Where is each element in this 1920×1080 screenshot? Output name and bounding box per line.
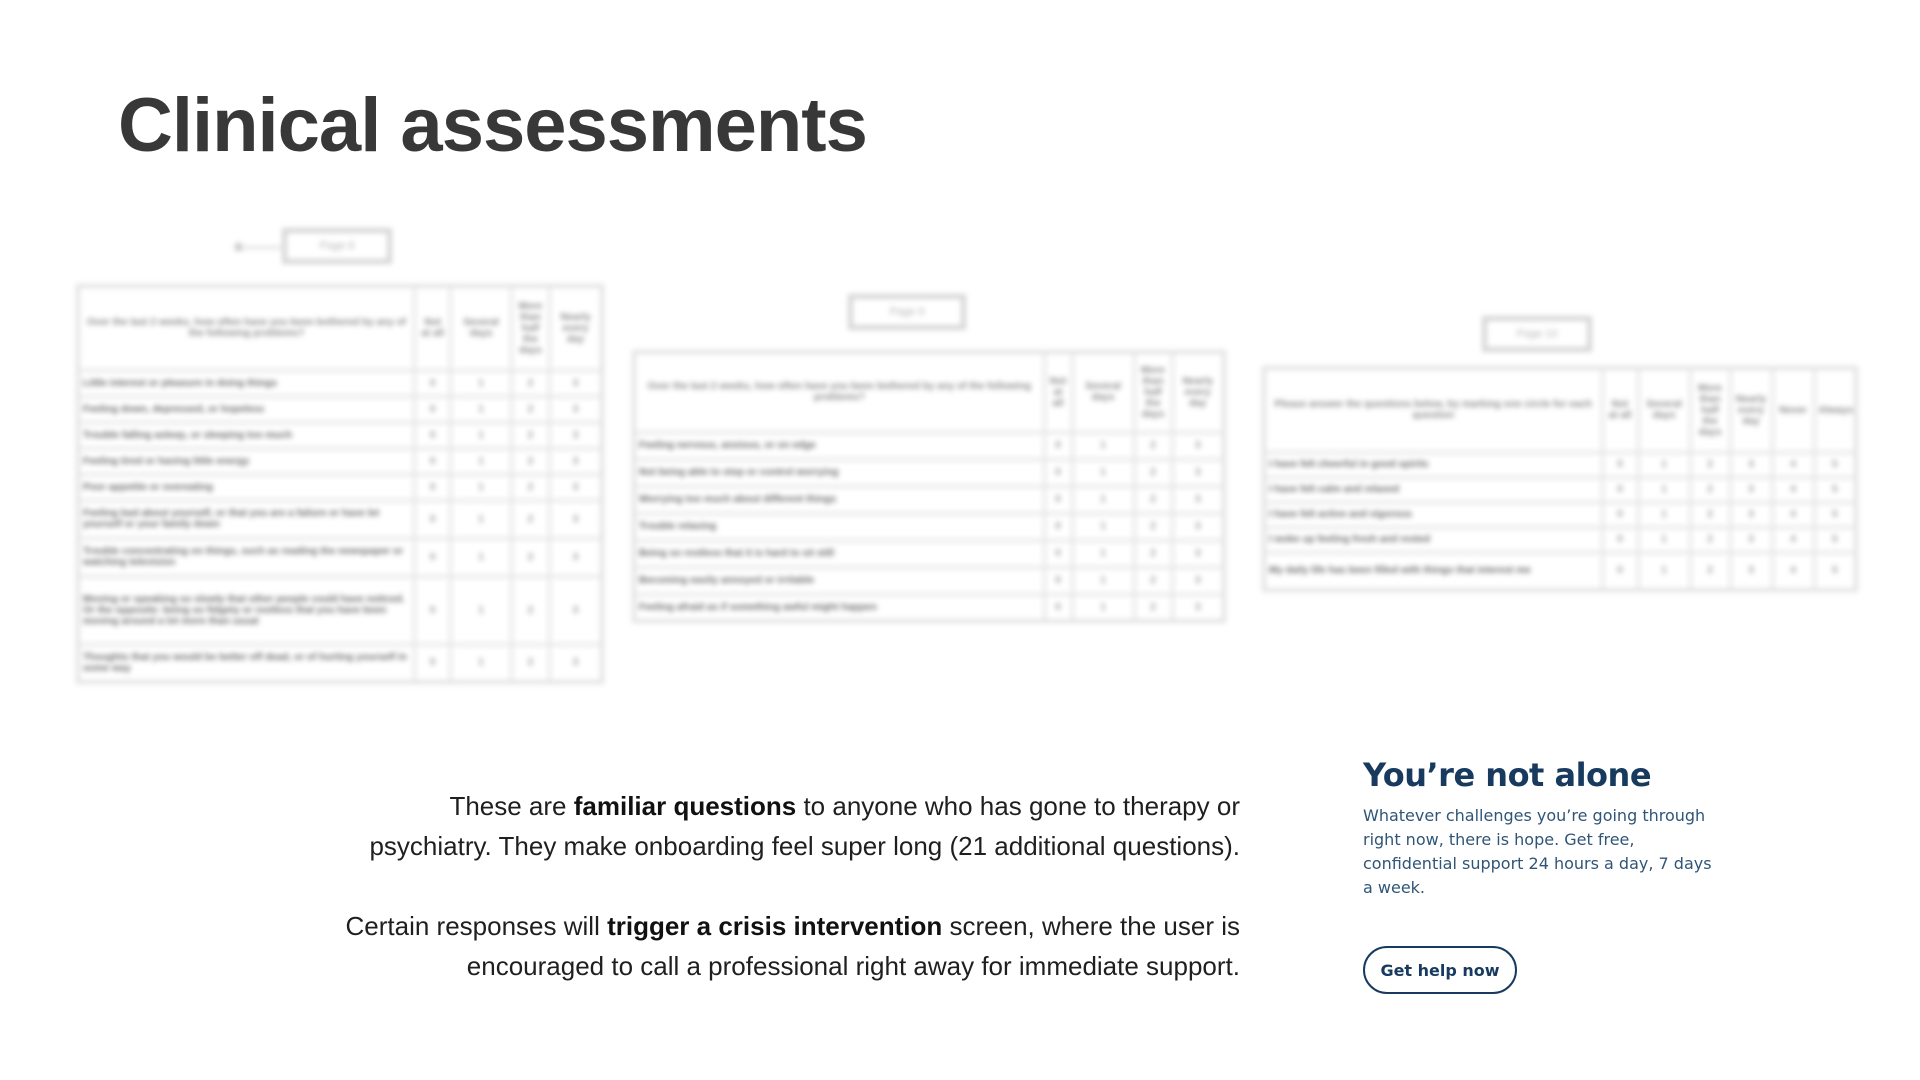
score-option: 3 — [550, 422, 602, 448]
assessment-thumbnail-2 — [632, 294, 1228, 634]
score-option: 5 — [1814, 502, 1856, 527]
score-option: 3 — [550, 538, 602, 576]
crisis-body: Whatever challenges you’re going through right now, there is hope. Get free, confidential support 24 hours a day, 7 days a week. — [1363, 806, 1712, 897]
score-option: 0 — [1044, 594, 1072, 621]
emphasis-crisis-intervention: trigger a crisis intervention — [607, 911, 943, 941]
score-option: 2 — [1134, 540, 1172, 567]
assessment-thumbnail-3 — [1262, 316, 1860, 606]
score-option: 1 — [451, 644, 511, 682]
question-header: Please answer the questions below, by marking one circle for each question — [1264, 368, 1602, 452]
score-option: 4 — [1772, 452, 1814, 477]
score-option: 3 — [550, 448, 602, 474]
question-text: My daily life has been filled with things that interest me — [1264, 552, 1602, 590]
score-option: 2 — [1134, 432, 1172, 459]
score-option: 1 — [451, 448, 511, 474]
score-option: 0 — [1044, 513, 1072, 540]
question-text: Trouble relaxing — [634, 513, 1044, 540]
score-option: 3 — [1172, 540, 1224, 567]
page-label-box — [848, 294, 966, 330]
score-option: 0 — [415, 396, 451, 422]
question-text: Not being able to stop or control worrying — [634, 459, 1044, 486]
score-option: 4 — [1772, 552, 1814, 590]
score-option: 1 — [1072, 594, 1134, 621]
score-option: 0 — [415, 644, 451, 682]
score-option: 2 — [1134, 486, 1172, 513]
score-option: 2 — [1134, 513, 1172, 540]
score-option: 1 — [451, 396, 511, 422]
score-option: 0 — [415, 538, 451, 576]
score-option: 0 — [415, 576, 451, 644]
score-option: 2 — [511, 644, 549, 682]
score-option: 1 — [1638, 502, 1690, 527]
question-text: I have felt cheerful in good spirits — [1264, 452, 1602, 477]
crisis-card — [1363, 756, 1713, 980]
score-option: 0 — [415, 500, 451, 538]
score-option: 1 — [1072, 486, 1134, 513]
column-header: Nearly every day — [550, 286, 602, 370]
question-text: Feeling afraid as if something awful might happen — [634, 594, 1044, 621]
score-option: 2 — [511, 576, 549, 644]
question-text: Feeling down, depressed, or hopeless — [78, 396, 415, 422]
score-option: 2 — [1134, 459, 1172, 486]
score-option: 0 — [1044, 486, 1072, 513]
question-text: Being so restless that it is hard to sit still — [634, 540, 1044, 567]
score-option: 2 — [511, 474, 549, 500]
question-text: Little interest or pleasure in doing things — [78, 370, 415, 396]
score-option: 0 — [1602, 502, 1638, 527]
question-text: Poor appetite or overeating — [78, 474, 415, 500]
score-option: 2 — [1690, 527, 1730, 552]
score-option: 5 — [1814, 452, 1856, 477]
score-option: 0 — [1044, 459, 1072, 486]
score-option: 1 — [451, 422, 511, 448]
text-run: screen, where the user is encouraged to call a professional right away for immediate support. — [466, 911, 1240, 981]
column-header: Not at all — [1602, 368, 1638, 452]
score-option: 1 — [451, 576, 511, 644]
column-header: Never — [1772, 368, 1814, 452]
assessment-thumbnail-1 — [76, 228, 606, 698]
score-option: 0 — [1044, 432, 1072, 459]
score-option: 0 — [1602, 552, 1638, 590]
text-run: Certain responses will — [345, 911, 608, 941]
score-option: 3 — [1172, 486, 1224, 513]
score-option: 3 — [550, 396, 602, 422]
score-option: 3 — [1730, 552, 1772, 590]
score-option: 1 — [1072, 540, 1134, 567]
question-header: Over the last 2 weeks, how often have you been bothered by any of the following problems? — [78, 286, 415, 370]
score-option: 1 — [1638, 477, 1690, 502]
questionnaire-table — [1262, 366, 1858, 592]
text-run: These are — [449, 791, 574, 821]
score-option: 1 — [451, 500, 511, 538]
score-option: 4 — [1772, 477, 1814, 502]
score-option: 4 — [1772, 502, 1814, 527]
column-header: Nearly every day — [1730, 368, 1772, 452]
question-text: Feeling bad about yourself, or that you are a failure or have let yourself or your family down — [78, 500, 415, 538]
score-option: 0 — [415, 448, 451, 474]
score-option: 3 — [550, 576, 602, 644]
score-option: 5 — [1814, 552, 1856, 590]
score-option: 2 — [511, 538, 549, 576]
score-option: 3 — [1172, 513, 1224, 540]
page-label-box — [1482, 316, 1592, 352]
score-option: 0 — [1602, 452, 1638, 477]
column-header: Nearly every day — [1172, 352, 1224, 432]
score-option: 0 — [1044, 540, 1072, 567]
column-header: More than half the days — [511, 286, 549, 370]
questionnaire-table — [76, 284, 604, 684]
page-label-box — [282, 228, 392, 264]
score-option: 3 — [550, 644, 602, 682]
question-text: Worrying too much about different things — [634, 486, 1044, 513]
page-label: Page 8 — [319, 240, 355, 252]
score-option: 2 — [1690, 452, 1730, 477]
score-option: 0 — [415, 474, 451, 500]
get-help-now-button[interactable]: Get help now — [1363, 946, 1517, 994]
score-option: 3 — [1172, 567, 1224, 594]
score-option: 1 — [451, 474, 511, 500]
score-option: 3 — [1730, 527, 1772, 552]
score-option: 2 — [511, 422, 549, 448]
score-option: 3 — [1172, 459, 1224, 486]
score-option: 1 — [451, 538, 511, 576]
question-text: Feeling tired or having little energy — [78, 448, 415, 474]
score-option: 0 — [415, 422, 451, 448]
description-paragraph-2 — [340, 906, 1240, 986]
score-option: 1 — [1072, 567, 1134, 594]
score-option: 3 — [1172, 432, 1224, 459]
score-option: 2 — [1690, 477, 1730, 502]
score-option: 1 — [1072, 513, 1134, 540]
question-header: Over the last 2 weeks, how often have you been bothered by any of the following problems? — [634, 352, 1044, 432]
question-text: Trouble concentrating on things, such as reading the newspaper or watching television — [78, 538, 415, 576]
score-option: 2 — [511, 448, 549, 474]
score-option: 2 — [511, 396, 549, 422]
column-header: Several days — [1638, 368, 1690, 452]
score-option: 1 — [1638, 527, 1690, 552]
description-paragraph-1 — [340, 786, 1240, 866]
question-text: Trouble falling asleep, or sleeping too much — [78, 422, 415, 448]
column-header: Always — [1814, 368, 1856, 452]
column-header: Not at all — [415, 286, 451, 370]
text-run: to anyone who has gone to therapy or psychiatry. They make onboarding feel super long (21 additional questions). — [369, 791, 1240, 861]
score-option: 1 — [451, 370, 511, 396]
score-option: 1 — [1638, 552, 1690, 590]
score-option: 0 — [1602, 527, 1638, 552]
score-option: 3 — [1172, 594, 1224, 621]
score-option: 2 — [511, 370, 549, 396]
score-option: 2 — [1134, 567, 1172, 594]
question-text: Feeling nervous, anxious, or on edge — [634, 432, 1044, 459]
question-text: Thoughts that you would be better off dead, or of hurting yourself in some way — [78, 644, 415, 682]
score-option: 3 — [550, 370, 602, 396]
page-label: Page 9 — [889, 306, 925, 318]
score-option: 5 — [1814, 527, 1856, 552]
score-option: 1 — [1072, 432, 1134, 459]
score-option: 0 — [1602, 477, 1638, 502]
crisis-title: You’re not alone — [1363, 756, 1652, 794]
score-option: 2 — [1690, 552, 1730, 590]
score-option: 1 — [1638, 452, 1690, 477]
score-option: 1 — [1072, 459, 1134, 486]
score-option: 5 — [1814, 477, 1856, 502]
emphasis-familiar-questions: familiar questions — [573, 791, 797, 821]
score-option: 3 — [550, 474, 602, 500]
column-header: Not at all — [1044, 352, 1072, 432]
score-option: 3 — [1730, 452, 1772, 477]
score-option: 2 — [1134, 594, 1172, 621]
column-header: Several days — [451, 286, 511, 370]
page-label: Page 10 — [1516, 328, 1558, 340]
score-option: 0 — [415, 370, 451, 396]
score-option: 2 — [1690, 502, 1730, 527]
score-option: 2 — [511, 500, 549, 538]
score-option: 3 — [550, 500, 602, 538]
question-text: I have felt calm and relaxed — [1264, 477, 1602, 502]
question-text: Moving or speaking so slowly that other people could have noticed. Or the opposite: being so fidgety or restless that you have been moving around a lot more than usual — [78, 576, 415, 644]
score-option: 4 — [1772, 527, 1814, 552]
column-header: More than half the days — [1690, 368, 1730, 452]
page-title: Clinical assessments — [118, 83, 867, 168]
score-option: 0 — [1044, 567, 1072, 594]
column-header: More than half the days — [1134, 352, 1172, 432]
question-text: Becoming easily annoyed or irritable — [634, 567, 1044, 594]
question-text: I have felt active and vigorous — [1264, 502, 1602, 527]
column-header: Several days — [1072, 352, 1134, 432]
questionnaire-table — [632, 350, 1226, 623]
description — [340, 786, 1240, 1026]
score-option: 3 — [1730, 477, 1772, 502]
score-option: 3 — [1730, 502, 1772, 527]
question-text: I woke up feeling fresh and rested — [1264, 527, 1602, 552]
